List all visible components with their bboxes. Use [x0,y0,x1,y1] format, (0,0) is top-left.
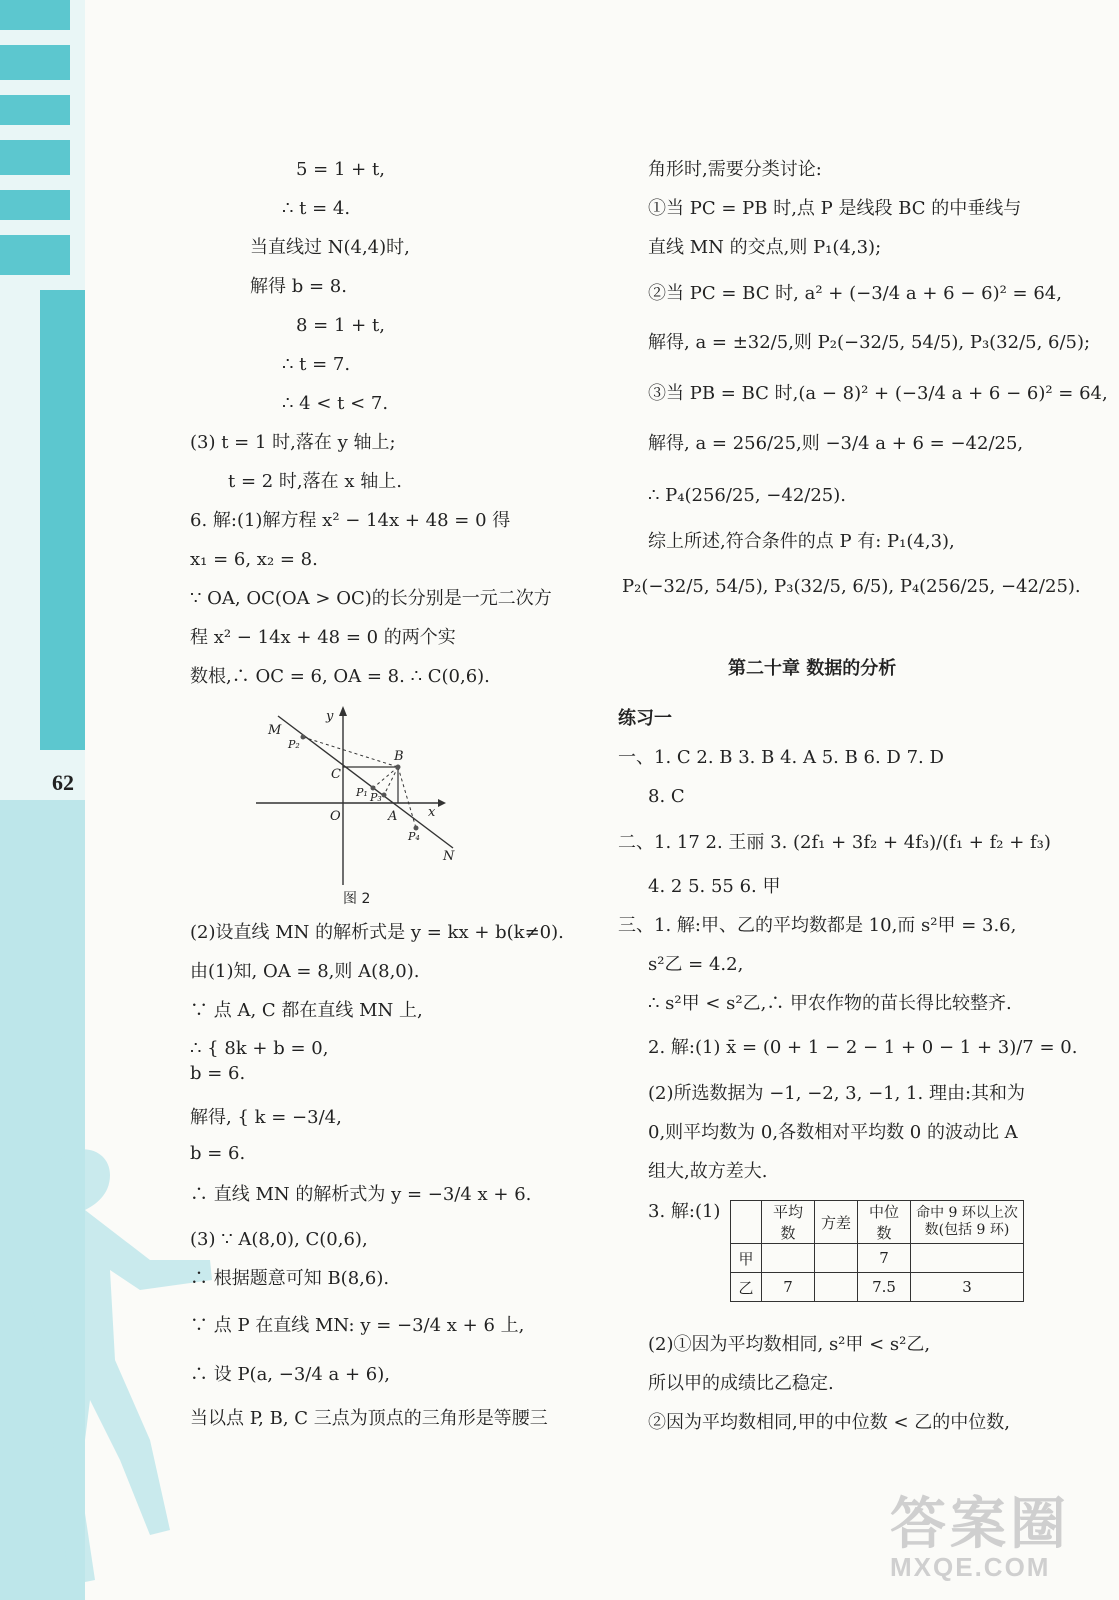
figure-label: P₂ [288,738,300,751]
chapter-title: 第二十章 数据的分析 [728,658,897,679]
text-line: 程 x² − 14x + 48 = 0 的两个实 [190,627,456,648]
figure-label: N [443,849,455,864]
table-cell [815,1273,858,1302]
text-line: 由(1)知, OA = 8,则 A(8,0). [190,961,420,982]
figure-label: y [326,709,334,724]
text-line: 2. 解:(1) x̄ = (0 + 1 − 2 − 1 + 0 − 1 + 3)/7 = 0. [648,1037,1078,1058]
watermark-url: MXQE.COM [890,1552,1051,1582]
text-line: 当以点 P, B, C 三点为顶点的三角形是等腰三 [190,1408,548,1429]
table-cell: 3 [911,1273,1024,1302]
text-line: 5 = 1 + t, [296,159,385,180]
text-line: 解得, a = ±32/5,则 P₂(−32/5, 54/5), P₃(32/5, 6/5); [648,332,1091,353]
figure-label: O [330,809,341,824]
text-line: ∴ 4 < t < 7. [282,393,389,414]
text-line: t = 2 时,落在 x 轴上. [228,471,402,492]
text-line: 6. 解:(1)解方程 x² − 14x + 48 = 0 得 [190,510,511,531]
text-line: 三、1. 解:甲、乙的平均数都是 10,而 s²甲 = 3.6, [618,915,1017,936]
figure-label: x [428,805,436,820]
text-line: ∴ { 8k + b = 0, [190,1038,329,1059]
text-line: 数根,∴ OC = 6, OA = 8. ∴ C(0,6). [190,666,490,687]
table-cell: 7.5 [858,1273,911,1302]
text-line: ∴ 设 P(a, −3/4 a + 6), [190,1364,390,1385]
text-line: 3. 解:(1) [648,1201,721,1222]
text-line: 解得, { k = −3/4, [190,1107,342,1128]
text-line: P₂(−32/5, 54/5), P₃(32/5, 6/5), P₄(256/25, −42/25). [622,576,1081,597]
table-row [731,1273,1024,1302]
table-cell: 乙 [731,1273,762,1302]
table-cell: 方差 [815,1201,858,1244]
text-line: ①当 PC = PB 时,点 P 是线段 BC 的中垂线与 [648,198,1022,219]
running-figure-silhouette [0,1140,220,1600]
table-header-row [731,1201,1024,1244]
strip-block [0,190,70,220]
table-cell [731,1201,762,1244]
text-line: ∴ t = 4. [282,198,351,219]
text-line: (2)所选数据为 −1, −2, 3, −1, 1. 理由:其和为 [648,1083,1026,1104]
text-line: 综上所述,符合条件的点 P 有: P₁(4,3), [648,531,955,552]
text-line: 解得 b = 8. [250,276,347,297]
text-line: 一、1. C 2. B 3. B 4. A 5. B 6. D 7. D [618,747,944,768]
text-line: ②当 PC = BC 时, a² + (−3/4 a + 6 − 6)² = 64, [648,283,1062,304]
text-line: ∵ 点 A, C 都在直线 MN 上, [190,1000,423,1021]
strip-block [0,235,70,275]
figure-label: A [388,809,398,824]
figure-label: C [331,767,341,782]
figure-label: P₄ [408,830,420,843]
strip-block [0,140,70,175]
text-line: s²乙 = 4.2, [648,954,744,975]
text-line: x₁ = 6, x₂ = 8. [190,549,318,570]
table-cell [815,1244,858,1273]
text-line: ∵ OA, OC(OA > OC)的长分别是一元二次方 [190,588,552,609]
scores-table [730,1200,1024,1302]
text-line: 角形时,需要分类讨论: [648,159,822,180]
text-line: (3) ∵ A(8,0), C(0,6), [190,1229,368,1250]
figure-label: B [394,749,404,764]
watermark-logo-text: 答案圈 [890,1492,1070,1555]
text-line: b = 6. [190,1143,246,1164]
strip-block [0,45,70,80]
text-line: ②因为平均数相同,甲的中位数 < 乙的中位数, [648,1412,1010,1433]
coordinate-figure [248,700,478,915]
table-cell [911,1244,1024,1273]
text-line: 所以甲的成绩比乙稳定. [648,1373,834,1394]
table-cell: 甲 [731,1244,762,1273]
table-cell: 命中 9 环以上次数(包括 9 环) [911,1201,1024,1244]
text-line: ∴ s²甲 < s²乙,∴ 甲农作物的苗长得比较整齐. [648,993,1012,1014]
section-title: 练习一 [618,708,672,729]
text-line: (2)设直线 MN 的解析式是 y = kx + b(k≠0). [190,922,564,943]
table-cell: 中位数 [858,1201,911,1244]
text-line: 8 = 1 + t, [296,315,385,336]
page-number: 62 [52,770,74,795]
strip-block [0,0,70,30]
figure-label: P₁ [356,786,368,799]
text-line: ∵ 点 P 在直线 MN: y = −3/4 x + 6 上, [190,1315,525,1336]
table-cell: 7 [762,1273,815,1302]
text-line: ∴ P₄(256/25, −42/25). [648,485,846,506]
text-line: ∴ 根据题意可知 B(8,6). [190,1268,390,1289]
text-line: 0,则平均数为 0,各数相对平均数 0 的波动比 A [648,1122,1018,1143]
text-line: 解得, a = 256/25,则 −3/4 a + 6 = −42/25, [648,433,1024,454]
table-cell: 平均数 [762,1201,815,1244]
text-line: 当直线过 N(4,4)时, [250,237,410,258]
strip-block [0,95,70,125]
text-line: (2)①因为平均数相同, s²甲 < s²乙, [648,1334,931,1355]
text-line: 组大,故方差大. [648,1161,768,1182]
text-line: ∴ t = 7. [282,354,351,375]
figure-label: M [268,723,282,738]
table-row [731,1244,1024,1273]
watermark [890,1480,1070,1583]
table-cell [762,1244,815,1273]
text-line: 8. C [648,786,685,807]
figure-label: P₃ [370,791,382,804]
table-cell: 7 [858,1244,911,1273]
text-line: ∴ 直线 MN 的解析式为 y = −3/4 x + 6. [190,1184,532,1205]
text-line: ③当 PB = BC 时,(a − 8)² + (−3/4 a + 6 − 6)² = 64, [648,383,1108,404]
text-line: (3) t = 1 时,落在 y 轴上; [190,432,396,453]
text-line: 4. 2 5. 55 6. 甲 [648,876,781,897]
text-line: 二、1. 17 2. 王丽 3. (2f₁ + 3f₂ + 4f₃)/(f₁ + f₂ + f₃) [618,832,1051,853]
text-line: b = 6. [190,1063,246,1084]
strip-bar [40,290,85,750]
figure-caption: 图 2 [343,891,371,907]
text-line: 直线 MN 的交点,则 P₁(4,3); [648,237,882,258]
